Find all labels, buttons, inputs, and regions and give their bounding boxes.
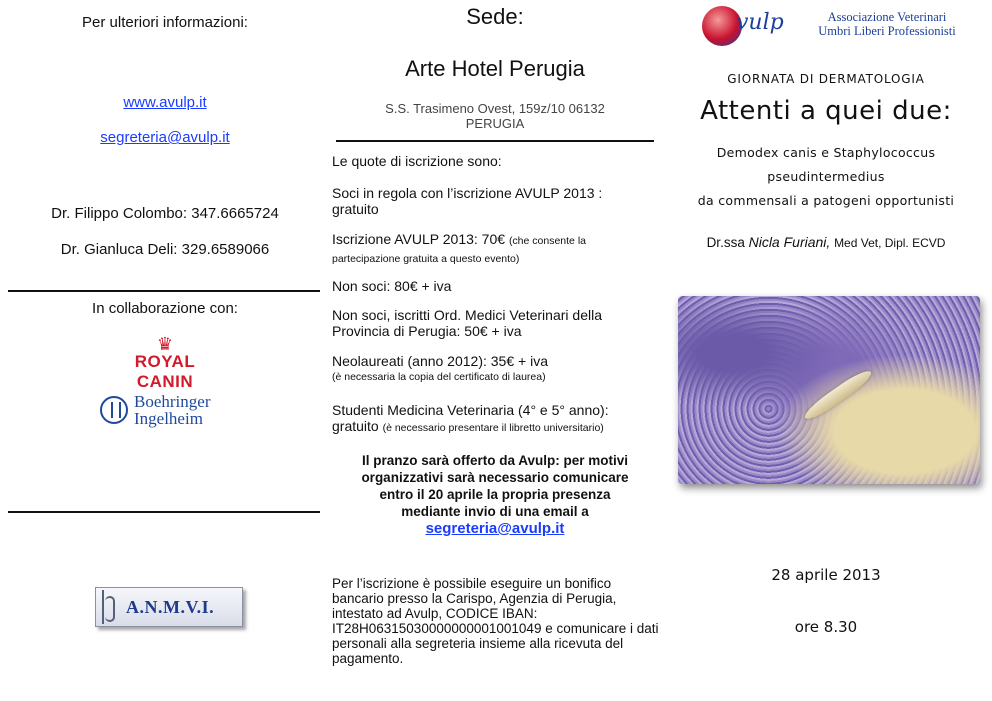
left-panel (0, 0, 330, 701)
subtitle-line: Demodex canis e Staphylococcus (716, 145, 936, 160)
payment-info: Per l’iscrizione è possibile eseguire un bonifico bancario presso la Carispo, Agenzia di Perugia, intestato ad Avulp, CODICE IBAN: IT28H06315030000000001001049 e comunicare i dati personali alla segreteria insieme alla ricevuta del pagamento. (332, 576, 659, 666)
lunch-notice: Il pranzo sarà offerto da Avulp: per motivi organizzativi sarà necessario comunicare entro il 20 aprile la propria presenza mediante invio di una email a segreteria@avulp.it (330, 452, 660, 537)
fee-members: Soci in regola con l’iscrizione AVULP 2013 : gratuito (332, 185, 603, 217)
anmvi-logo: A.N.M.V.I. (95, 587, 243, 627)
fees-intro: Le quote di iscrizione sono: (332, 153, 502, 169)
event-time: ore 8.30 (794, 618, 858, 636)
email-link[interactable]: segreteria@avulp.it (100, 129, 230, 146)
subtitle-line: da commensali a patogeni opportunisti (697, 193, 955, 208)
divider (8, 290, 320, 292)
website-link[interactable]: www.avulp.it (123, 94, 207, 111)
fee-membership: Iscrizione AVULP 2013: 70€ (che consente la partecipazione gratuita a questo evento) (332, 231, 586, 265)
divider (336, 140, 654, 142)
royal-canin-logo: ♛ ROYAL CANIN (110, 336, 220, 392)
caduceus-icon (102, 590, 120, 624)
contact-deli: Dr. Gianluca Deli: 329.6589066 (60, 241, 270, 258)
subtitle-line: pseudintermedius (767, 169, 885, 184)
fee-students: Studenti Medicina Veterinaria (4° e 5° anno): gratuito (è necessario presentare il libretto universitario) (332, 402, 609, 434)
venue-label: Sede: (466, 4, 524, 29)
info-label: Per ulteriori informazioni: (82, 14, 248, 31)
contact-colombo: Dr. Filippo Colombo: 347.6665724 (51, 205, 279, 222)
hotel-name: Arte Hotel Perugia (405, 56, 585, 81)
association-name: Associazione Veterinari Umbri Liberi Professionisti (818, 10, 956, 38)
fee-order-members: Non soci, iscritti Ord. Medici Veterinari della Provincia di Perugia: 50€ + iva (332, 307, 602, 339)
fee-non-members: Non soci: 80€ + iva (332, 278, 452, 294)
speaker: Dr.ssa Nicla Furiani, Med Vet, Dipl. ECVD (706, 234, 946, 250)
fee-graduates: Neolaureati (anno 2012): 35€ + iva (è necessaria la copia del certificato di laurea) (332, 353, 548, 383)
event-type: GIORNATA DI DERMATOLOGIA (727, 72, 925, 86)
demodex-mite (801, 366, 875, 423)
crown-icon: ♛ (156, 334, 174, 354)
event-title: Attenti a quei due: (700, 96, 952, 126)
boehringer-logo: Boehringer Ingelheim (100, 393, 240, 427)
divider (8, 511, 320, 513)
boehringer-mark-icon (100, 396, 128, 424)
right-panel (660, 0, 992, 701)
middle-panel (330, 0, 660, 701)
microscope-image (678, 296, 980, 484)
hotel-address: S.S. Trasimeno Ovest, 159z/10 06132 PERUGIA (385, 101, 605, 131)
lunch-email-link[interactable]: segreteria@avulp.it (425, 520, 565, 537)
event-date: 28 aprile 2013 (771, 566, 881, 584)
collab-label: In collaborazione con: (92, 300, 238, 317)
avulp-logo: vulp Associazione Veterinari Umbri Liberi Professionisti (702, 4, 992, 48)
